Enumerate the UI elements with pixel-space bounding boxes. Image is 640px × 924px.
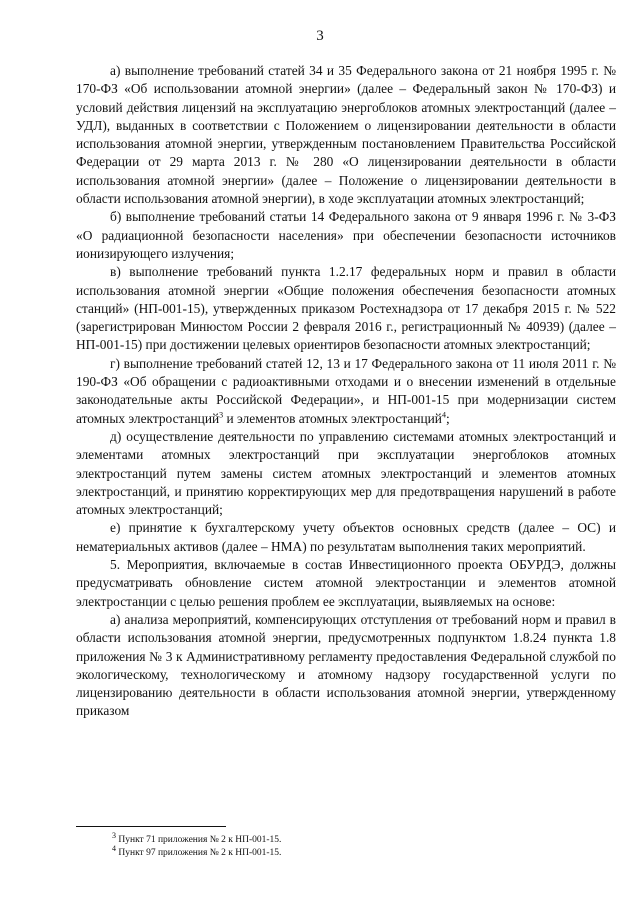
paragraph-text: д) осуществление деятельности по управлению системами атомных электростанций и элементами атомных электростанций при эксплуатации энергоблоков атомных электростанций путем замены систем атомных электростанций и элементов атомных электростанций, и принятию корректирующих мер для предотвращения нарушений в работе атомных электростанций; xyxy=(76,428,616,518)
paragraph-a xyxy=(76,62,616,208)
paragraph-5a xyxy=(76,611,616,721)
footnote-text: Пункт 71 приложения № 2 к НП-001-15. xyxy=(116,835,282,845)
paragraph-text: а) выполнение требований статей 34 и 35 Федерального закона от 21 ноября 1995 г. № 170-ФЗ «Об использовании атомной энергии» (далее – Федеральный закон № 170-ФЗ) и условий действия лицензий на эксплуатацию энергоблоков атомных электростанций (далее – УДЛ), выданных в соответствии с Положением о лицензировании деятельности в области использования атомной энергии, утвержденным постановлением Правительства Российской Федерации от 29 марта 2013 г. № 280 «О лицензировании деятельности в области использования атомной энергии» (далее – Положение о лицензировании деятельности в области использования атомной энергии), в ходе эксплуатации атомных электростанций; xyxy=(76,63,616,207)
paragraph-5 xyxy=(76,556,616,611)
footnote-ref-3: 3 xyxy=(219,410,224,420)
paragraph-b xyxy=(76,208,616,263)
paragraph-v xyxy=(76,263,616,354)
footnote-3 xyxy=(112,830,592,847)
footnote-4 xyxy=(112,843,592,860)
paragraph-text: в) выполнение требований пункта 1.2.17 федеральных норм и правил в области использования атомной энергии «Общие положения обеспечения безопасности атомных станций» (НП-001-15), утвержденных приказом Ростехнадзора от 17 декабря 2015 г. № 522 (зарегистрирован Минюстом России 2 февраля 2016 г., регистрационный № 40939) (далее – НП-001-15) при достижении целевых ориентиров безопасности атомных электростанций; xyxy=(76,264,616,353)
paragraph-text: г) выполнение требований статей 12, 13 и 17 Федерального закона от 11 июля 2011 г. № 190-ФЗ «Об обращении с радиоактивными отходами и о внесении изменений в отдельные законодательные акты Российской Федерации», и НП-001-15 при модернизации систем атомных электростанций xyxy=(76,355,616,426)
footnote-separator xyxy=(76,826,226,827)
paragraph-d xyxy=(76,428,616,519)
page-number: 3 xyxy=(316,28,324,44)
footnote-mark: 3 xyxy=(112,830,116,840)
document-body xyxy=(76,62,616,721)
paragraph-text: 5. Мероприятия, включаемые в состав Инвестиционного проекта ОБУРДЭ, должны предусматривать обновление систем атомной электростанции и элементов атомной электростанции с целью решения проблем ее эксплуатации, выявляемых на основе: xyxy=(76,557,616,609)
footnote-text: Пункт 97 приложения № 2 к НП-001-15. xyxy=(116,848,282,858)
paragraph-text-end: ; xyxy=(445,410,450,426)
footnote-ref-4: 4 xyxy=(441,410,446,420)
footnotes xyxy=(112,830,592,860)
paragraph-e xyxy=(76,519,616,556)
footnote-mark: 4 xyxy=(112,843,116,853)
paragraph-g xyxy=(76,355,616,428)
paragraph-text: б) выполнение требований статьи 14 Федерального закона от 9 января 1996 г. № 3-ФЗ «О радиационной безопасности населения» при обеспечении безопасности источников ионизирующего излучения; xyxy=(76,209,616,261)
paragraph-text-cont: и элементов атомных электростанций xyxy=(223,410,442,426)
paragraph-text: а) анализа мероприятий, компенсирующих отступления от требований норм и правил в области использования атомной энергии, предусмотренных подпунктом 1.8.24 пункта 1.8 приложения № 3 к Административному регламенту предоставления Федеральной службой по экологическому, технологическому и атомному надзору государственной услуги по лицензированию деятельности в области использования атомной энергии, утвержденному приказом xyxy=(76,611,616,719)
paragraph-text: е) принятие к бухгалтерскому учету объектов основных средств (далее – ОС) и нематериальных активов (далее – НМА) по результатам выполнения таких мероприятий. xyxy=(76,520,616,554)
